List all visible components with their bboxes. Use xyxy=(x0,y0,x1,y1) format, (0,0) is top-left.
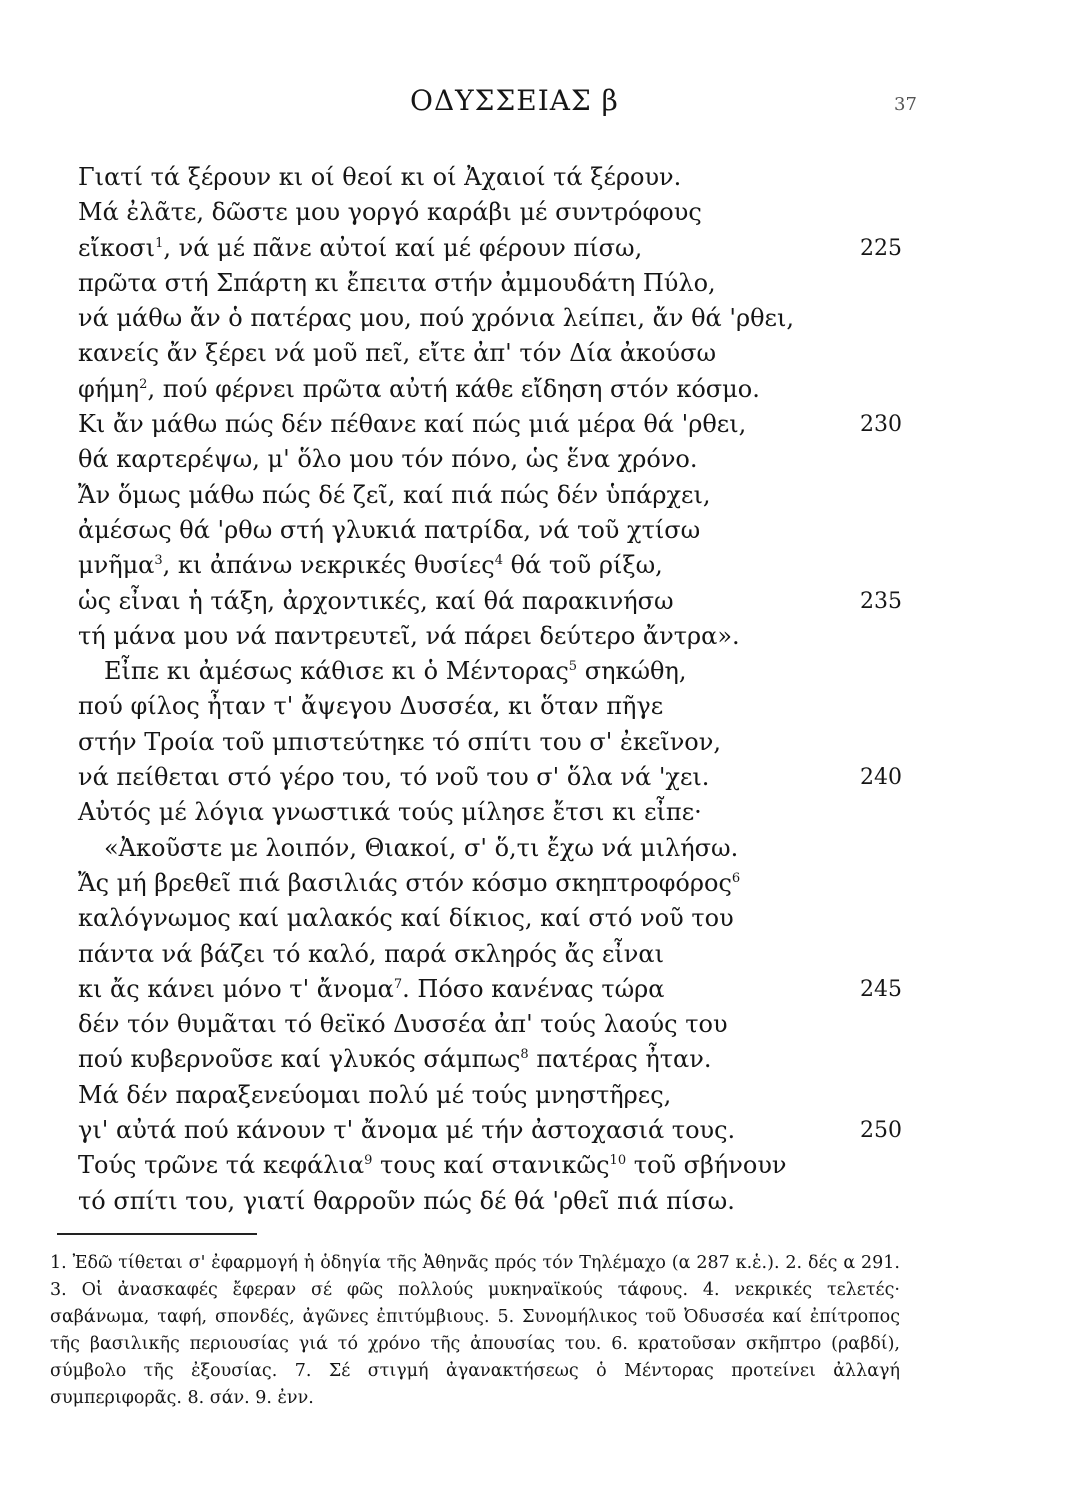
verse-text xyxy=(78,972,665,1007)
verse-fragment: μνῆμα xyxy=(78,551,155,580)
verse-fragment: Εἶπε κι ἀμέσως κάθισε κι ὁ Μέντορας xyxy=(104,657,569,686)
verse-line xyxy=(78,160,998,195)
verse-text xyxy=(78,795,702,830)
verse-line xyxy=(78,584,998,619)
verse-block xyxy=(78,160,998,1219)
verse-text xyxy=(78,266,716,301)
verse-fragment: ὡς εἶναι ἡ τάξη, ἀρχοντικές, καί θά παρακινήσω xyxy=(78,586,674,615)
verse-line xyxy=(78,301,998,336)
verse-text xyxy=(78,619,740,654)
verse-text xyxy=(78,1148,787,1183)
verse-text xyxy=(78,937,664,972)
verse-line xyxy=(78,513,998,548)
verse-text xyxy=(78,407,746,442)
verse-fragment: φήμη xyxy=(78,374,140,403)
verse-text xyxy=(78,336,716,371)
verse-fragment: , κι ἀπάνω νεκρικές θυσίες xyxy=(162,551,495,580)
verse-line xyxy=(78,407,998,442)
verse-text xyxy=(78,866,740,901)
verse-text xyxy=(78,725,721,760)
verse-fragment: Τούς τρῶνε τά κεφάλια xyxy=(78,1151,365,1180)
verse-fragment: κι ἄς κάνει μόνο τ' ἄνομα xyxy=(78,974,394,1003)
verse-fragment: πού κυβερνοῦσε καί γλυκός σάμπως xyxy=(78,1045,521,1074)
verse-line xyxy=(78,478,998,513)
line-number: 230 xyxy=(860,412,902,438)
verse-fragment: στήν Τροία τοῦ μπιστεύτηκε τό σπίτι του σ' ἐκεῖνον, xyxy=(78,727,721,756)
line-number: 245 xyxy=(860,976,902,1002)
verse-fragment: Ἄν ὅμως μάθω πώς δέ ζεῖ, καί πιά πώς δέν ὑπάρχει, xyxy=(78,480,711,509)
verse-fragment: ἀμέσως θά 'ρθω στή γλυκιά πατρίδα, νά τοῦ χτίσω xyxy=(78,515,701,544)
verse-text xyxy=(78,1078,671,1113)
verse-line xyxy=(78,795,998,830)
verse-fragment: Γιατί τά ξέρουν κι οί θεοί κι οί Ἀχαιοί τά ξέρουν. xyxy=(78,163,682,191)
verse-text xyxy=(78,478,710,513)
verse-fragment: Ἄς μή βρεθεῖ πιά βασιλιάς στόν κόσμο σκηπτροφόρος xyxy=(78,868,732,897)
line-number: 235 xyxy=(860,588,902,614)
verse-fragment: Αὐτός μέ λόγια γνωστικά τούς μίλησε ἔτσι κι εἶπε· xyxy=(78,798,702,827)
footnote-marker: 4 xyxy=(494,553,503,569)
verse-line xyxy=(78,760,998,795)
verse-line xyxy=(78,231,998,266)
verse-text xyxy=(78,231,642,266)
verse-text xyxy=(78,1007,728,1042)
page-header xyxy=(0,84,1085,124)
verse-text xyxy=(78,513,700,548)
verse-fragment: σηκώθη, xyxy=(577,657,687,686)
verse-text xyxy=(78,901,734,936)
footnote-marker: 5 xyxy=(568,659,578,675)
verse-text xyxy=(78,654,686,689)
verse-line xyxy=(78,442,998,477)
verse-line xyxy=(78,1007,998,1042)
verse-text xyxy=(78,442,698,477)
footnotes: 1. Ἐδῶ τίθεται σ' ἐφαρμογή ἡ ὁδηγία τῆς Ἀθηνᾶς πρός τόν Τηλέμαχο (α 287 κ.ἑ.). 2. δές α 291. 3. Οἱ ἀνασκαφές ἔφεραν σέ φῶς πολλούς μυκηναϊκούς τάφους. 4. νεκρικές τελετές· σαβάνωμα, ταφή, σπονδές, ἀγῶνες ἐπιτύμβιους. 5. Συνομήλικος τοῦ Ὀδυσσέα καί ἐπίτροπος τῆς βασιλικῆς περιουσίας γιά τό χρόνο τῆς ἀπουσίας του. 6. κρατοῦσαν σκῆπτρο (ραβδί), σύμβολο τῆς ἐξουσίας. 7. Σέ στιγμή ἀγανακτήσεως ὁ Μέντορας προτείνει ἀλλαγή συμπεριφορᾶς. 8. σάν. 9. ἐνν. xyxy=(50,1253,900,1408)
verse-text xyxy=(78,1184,735,1219)
verse-fragment: πάντα νά βάζει τό καλό, παρά σκληρός ἄς εἶναι xyxy=(78,939,665,968)
verse-fragment: δέν τόν θυμᾶται τό θεϊκό Δυσσέα ἀπ' τούς λαούς του xyxy=(78,1010,728,1039)
verse-fragment: τό σπίτι του, γιατί θαρροῦν πώς δέ θά 'ρθεῖ πιά πίσω. xyxy=(78,1186,735,1215)
verse-line xyxy=(78,1148,998,1183)
footnote-marker: 6 xyxy=(731,870,741,886)
footnote-divider xyxy=(57,1233,257,1235)
verse-line xyxy=(78,654,998,689)
verse-text xyxy=(78,160,681,195)
verse-line xyxy=(78,372,998,407)
verse-line xyxy=(78,1078,998,1113)
verse-line xyxy=(78,937,998,972)
page-number: 37 xyxy=(894,94,917,115)
verse-fragment: πρῶτα στή Σπάρτη κι ἔπειτα στήν ἀμμουδάτη Πύλο, xyxy=(78,268,716,297)
footnote-marker: 1 xyxy=(155,235,164,251)
verse-fragment: Μά ἐλᾶτε, δῶστε μου γοργό καράβι μέ συντρόφους xyxy=(78,198,702,227)
verse-fragment: . Πόσο κανένας τώρα xyxy=(402,974,665,1003)
verse-fragment: «Ἀκοῦστε με λοιπόν, Θιακοί, σ' ὅ,τι ἔχω νά μιλήσω. xyxy=(104,833,739,862)
verse-line xyxy=(78,831,998,866)
verse-text xyxy=(78,1042,711,1077)
verse-text xyxy=(78,760,709,795)
footnote-marker: 9 xyxy=(364,1153,373,1169)
verse-line xyxy=(78,1113,998,1148)
verse-text xyxy=(78,584,674,619)
verse-text xyxy=(78,195,702,230)
verse-fragment: Κι ἄν μάθω πώς δέν πέθανε καί πώς μιά μέρα θά 'ρθει, xyxy=(78,410,747,439)
verse-line xyxy=(78,725,998,760)
verse-text xyxy=(78,689,663,724)
verse-fragment: τους καί στανικῶς xyxy=(372,1151,610,1180)
verse-fragment: Μά δέν παραξενεύομαι πολύ μέ τούς μνηστῆρες, xyxy=(78,1080,672,1109)
verse-line xyxy=(78,548,998,583)
verse-text xyxy=(78,1113,735,1148)
verse-fragment: θά καρτερέψω, μ' ὅλο μου τόν πόνο, ὡς ἕνα χρόνο. xyxy=(78,445,698,474)
verse-fragment: τοῦ σβήνουν xyxy=(626,1151,787,1180)
footnote-marker: 2 xyxy=(139,376,148,392)
line-number: 250 xyxy=(860,1118,902,1144)
line-number: 240 xyxy=(860,765,902,791)
verse-line xyxy=(78,619,998,654)
verse-fragment: πού φίλος ἦταν τ' ἄψεγου Δυσσέα, κι ὅταν πῆγε xyxy=(78,692,664,721)
verse-fragment: νά μάθω ἄν ὁ πατέρας μου, πού χρόνια λείπει, ἄν θά 'ρθει, xyxy=(78,304,795,333)
verse-fragment: νά πείθεται στό γέρο του, τό νοῦ του σ' ὅλα νά 'χει. xyxy=(78,763,710,792)
verse-text xyxy=(78,301,794,336)
verse-line xyxy=(78,195,998,230)
verse-fragment: , πού φέρνει πρῶτα αὐτή κάθε εἴδηση στόν κόσμο. xyxy=(147,374,760,403)
verse-line xyxy=(78,336,998,371)
footnote-marker: 8 xyxy=(520,1047,529,1063)
verse-fragment: καλόγνωμος καί μαλακός καί δίκιος, καί στό νοῦ του xyxy=(78,904,734,933)
footnote-marker: 10 xyxy=(609,1153,627,1169)
verse-fragment: τή μάνα μου νά παντρευτεῖ, νά πάρει δεύτερο ἄντρα». xyxy=(78,621,740,650)
verse-fragment: , νά μέ πᾶνε αὐτοί καί μέ φέρουν πίσω, xyxy=(163,233,643,262)
verse-line xyxy=(78,866,998,901)
footnote-marker: 3 xyxy=(154,553,163,569)
verse-text xyxy=(78,831,738,866)
verse-text xyxy=(78,372,760,407)
footnote-marker: 7 xyxy=(393,976,403,992)
verse-line xyxy=(78,901,998,936)
verse-line xyxy=(78,266,998,301)
verse-fragment: θά τοῦ ρίξω, xyxy=(502,551,663,580)
verse-line xyxy=(78,1184,998,1219)
running-title: ΟΔΥΣΣΕΙΑΣ β xyxy=(410,84,619,117)
verse-line xyxy=(78,689,998,724)
verse-fragment: κανείς ἄν ξέρει νά μοῦ πεῖ, εἴτε ἀπ' τόν Δία ἀκούσω xyxy=(78,339,717,368)
verse-line xyxy=(78,1042,998,1077)
verse-text xyxy=(78,548,663,583)
line-number: 225 xyxy=(860,235,902,261)
verse-fragment: εἴκοσι xyxy=(78,233,156,262)
verse-fragment: πατέρας ἦταν. xyxy=(528,1045,712,1074)
verse-line xyxy=(78,972,998,1007)
verse-fragment: γι' αὐτά πού κάνουν τ' ἄνομα μέ τήν ἀστοχασιά τους. xyxy=(78,1116,736,1145)
